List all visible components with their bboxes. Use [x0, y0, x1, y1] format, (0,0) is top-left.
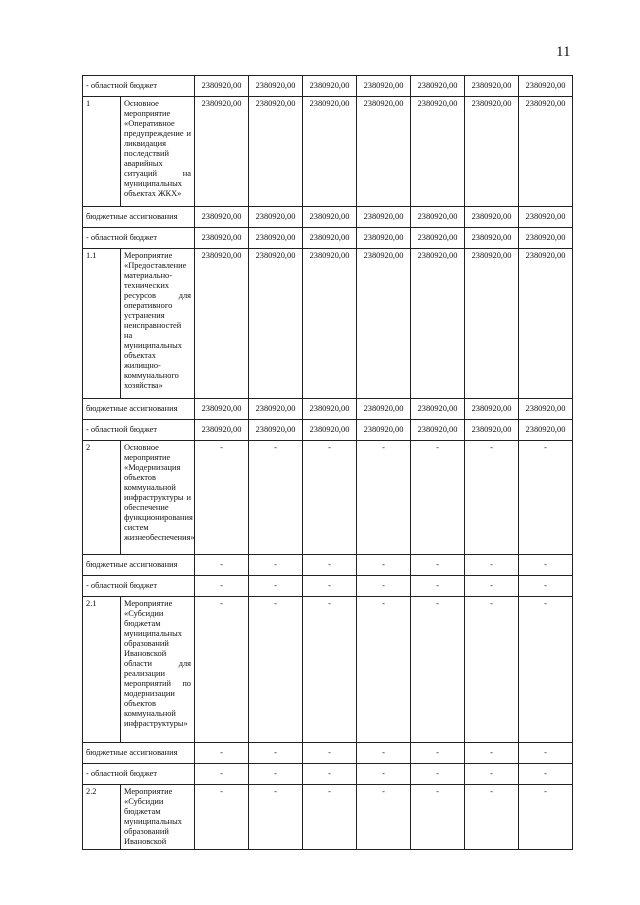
amount-cell: -: [195, 764, 249, 785]
table-row-item: [83, 441, 573, 555]
amount-cell: 2380920,00: [519, 97, 573, 207]
table-row-subtotal: [83, 743, 573, 764]
row-label: бюджетные ассигнования: [83, 207, 195, 228]
amount-cell: 2380920,00: [357, 249, 411, 399]
amount-cell: -: [465, 597, 519, 743]
amount-cell: 2380920,00: [195, 249, 249, 399]
amount-cell: 2380920,00: [465, 249, 519, 399]
amount-cell: 2380920,00: [411, 76, 465, 97]
row-number: 2.2: [83, 785, 121, 850]
table-row-subtotal: [83, 399, 573, 420]
amount-cell: 2380920,00: [249, 249, 303, 399]
amount-cell: 2380920,00: [303, 228, 357, 249]
amount-cell: -: [357, 576, 411, 597]
row-label: - областной бюджет: [83, 76, 195, 97]
amount-cell: 2380920,00: [411, 228, 465, 249]
amount-cell: -: [465, 743, 519, 764]
row-number: 1.1: [83, 249, 121, 399]
amount-cell: 2380920,00: [519, 249, 573, 399]
amount-cell: 2380920,00: [519, 399, 573, 420]
row-description: Основное мероприятие «Модернизация объектов коммунальной инфраструктуры и обеспечение функционирования систем жизнеобеспечения»: [121, 441, 195, 555]
amount-cell: -: [411, 785, 465, 850]
row-description: Мероприятие «Предоставление материально-технических ресурсов для оперативного устранения неисправностей на муниципальных объектах жилищно-коммунального хозяйства»: [121, 249, 195, 399]
page-number: 11: [556, 44, 571, 60]
amount-cell: 2380920,00: [411, 399, 465, 420]
amount-cell: 2380920,00: [303, 249, 357, 399]
amount-cell: -: [357, 785, 411, 850]
amount-cell: 2380920,00: [411, 97, 465, 207]
amount-cell: 2380920,00: [249, 228, 303, 249]
amount-cell: -: [465, 785, 519, 850]
amount-cell: -: [303, 743, 357, 764]
row-label: - областной бюджет: [83, 228, 195, 249]
amount-cell: 2380920,00: [465, 228, 519, 249]
row-label: - областной бюджет: [83, 764, 195, 785]
amount-cell: -: [303, 555, 357, 576]
amount-cell: -: [519, 743, 573, 764]
amount-cell: -: [195, 576, 249, 597]
table-row-subtotal: [83, 764, 573, 785]
amount-cell: 2380920,00: [357, 207, 411, 228]
amount-cell: -: [519, 785, 573, 850]
amount-cell: -: [249, 597, 303, 743]
amount-cell: -: [357, 441, 411, 555]
table-row-item: [83, 785, 573, 850]
amount-cell: -: [195, 555, 249, 576]
amount-cell: 2380920,00: [249, 97, 303, 207]
amount-cell: -: [249, 764, 303, 785]
amount-cell: 2380920,00: [249, 420, 303, 441]
amount-cell: -: [303, 764, 357, 785]
amount-cell: -: [411, 743, 465, 764]
row-description: Мероприятие «Субсидии бюджетам муниципальных образований Ивановской области для реализации мероприятий по модернизации объектов коммунальной инфраструктуры»: [121, 597, 195, 743]
row-description: Мероприятие «Субсидии бюджетам муниципальных образований Ивановской: [121, 785, 195, 850]
amount-cell: -: [249, 785, 303, 850]
amount-cell: -: [195, 441, 249, 555]
row-label: - областной бюджет: [83, 576, 195, 597]
table-row-item: [83, 97, 573, 207]
amount-cell: -: [249, 555, 303, 576]
amount-cell: 2380920,00: [303, 97, 357, 207]
amount-cell: -: [249, 743, 303, 764]
amount-cell: 2380920,00: [519, 228, 573, 249]
amount-cell: 2380920,00: [519, 76, 573, 97]
table-row-subtotal: [83, 420, 573, 441]
amount-cell: 2380920,00: [195, 228, 249, 249]
row-number: 2: [83, 441, 121, 555]
table-row-subtotal: [83, 555, 573, 576]
amount-cell: 2380920,00: [411, 249, 465, 399]
row-label: бюджетные ассигнования: [83, 399, 195, 420]
amount-cell: 2380920,00: [195, 207, 249, 228]
amount-cell: 2380920,00: [303, 420, 357, 441]
amount-cell: 2380920,00: [519, 420, 573, 441]
amount-cell: 2380920,00: [303, 207, 357, 228]
amount-cell: 2380920,00: [465, 207, 519, 228]
amount-cell: -: [249, 576, 303, 597]
table-row-subtotal: [83, 207, 573, 228]
row-label: бюджетные ассигнования: [83, 743, 195, 764]
amount-cell: 2380920,00: [357, 420, 411, 441]
row-label: - областной бюджет: [83, 420, 195, 441]
amount-cell: 2380920,00: [465, 76, 519, 97]
amount-cell: 2380920,00: [249, 207, 303, 228]
amount-cell: -: [411, 576, 465, 597]
budget-table-body: [83, 76, 573, 850]
amount-cell: 2380920,00: [411, 420, 465, 441]
amount-cell: -: [195, 743, 249, 764]
amount-cell: -: [465, 764, 519, 785]
table-row-subtotal: [83, 576, 573, 597]
amount-cell: -: [519, 441, 573, 555]
amount-cell: 2380920,00: [195, 399, 249, 420]
amount-cell: -: [303, 785, 357, 850]
amount-cell: -: [195, 597, 249, 743]
amount-cell: -: [519, 764, 573, 785]
amount-cell: -: [303, 597, 357, 743]
amount-cell: -: [465, 441, 519, 555]
amount-cell: -: [519, 555, 573, 576]
amount-cell: 2380920,00: [465, 399, 519, 420]
amount-cell: 2380920,00: [195, 420, 249, 441]
amount-cell: 2380920,00: [357, 399, 411, 420]
table-row-subtotal: [83, 228, 573, 249]
amount-cell: -: [303, 441, 357, 555]
amount-cell: -: [249, 441, 303, 555]
amount-cell: 2380920,00: [195, 97, 249, 207]
row-number: 1: [83, 97, 121, 207]
amount-cell: -: [357, 764, 411, 785]
amount-cell: 2380920,00: [249, 399, 303, 420]
amount-cell: 2380920,00: [195, 76, 249, 97]
amount-cell: -: [357, 743, 411, 764]
amount-cell: -: [411, 555, 465, 576]
amount-cell: -: [411, 764, 465, 785]
amount-cell: -: [411, 441, 465, 555]
amount-cell: 2380920,00: [411, 207, 465, 228]
amount-cell: -: [465, 576, 519, 597]
amount-cell: -: [195, 785, 249, 850]
table-row-item: [83, 597, 573, 743]
table-row-item: [83, 249, 573, 399]
amount-cell: -: [465, 555, 519, 576]
amount-cell: 2380920,00: [357, 228, 411, 249]
row-description: Основное мероприятие «Оперативное предупреждение и ликвидация последствий аварийных ситуаций на муниципальных объектах ЖКХ»: [121, 97, 195, 207]
row-label: бюджетные ассигнования: [83, 555, 195, 576]
table-row-subtotal: [83, 76, 573, 97]
amount-cell: 2380920,00: [519, 207, 573, 228]
amount-cell: 2380920,00: [465, 97, 519, 207]
budget-table: [82, 75, 573, 850]
amount-cell: 2380920,00: [465, 420, 519, 441]
amount-cell: -: [519, 576, 573, 597]
amount-cell: -: [357, 555, 411, 576]
amount-cell: -: [411, 597, 465, 743]
row-number: 2.1: [83, 597, 121, 743]
amount-cell: 2380920,00: [303, 399, 357, 420]
amount-cell: 2380920,00: [357, 97, 411, 207]
amount-cell: -: [303, 576, 357, 597]
amount-cell: 2380920,00: [249, 76, 303, 97]
amount-cell: -: [519, 597, 573, 743]
amount-cell: -: [357, 597, 411, 743]
amount-cell: 2380920,00: [303, 76, 357, 97]
amount-cell: 2380920,00: [357, 76, 411, 97]
